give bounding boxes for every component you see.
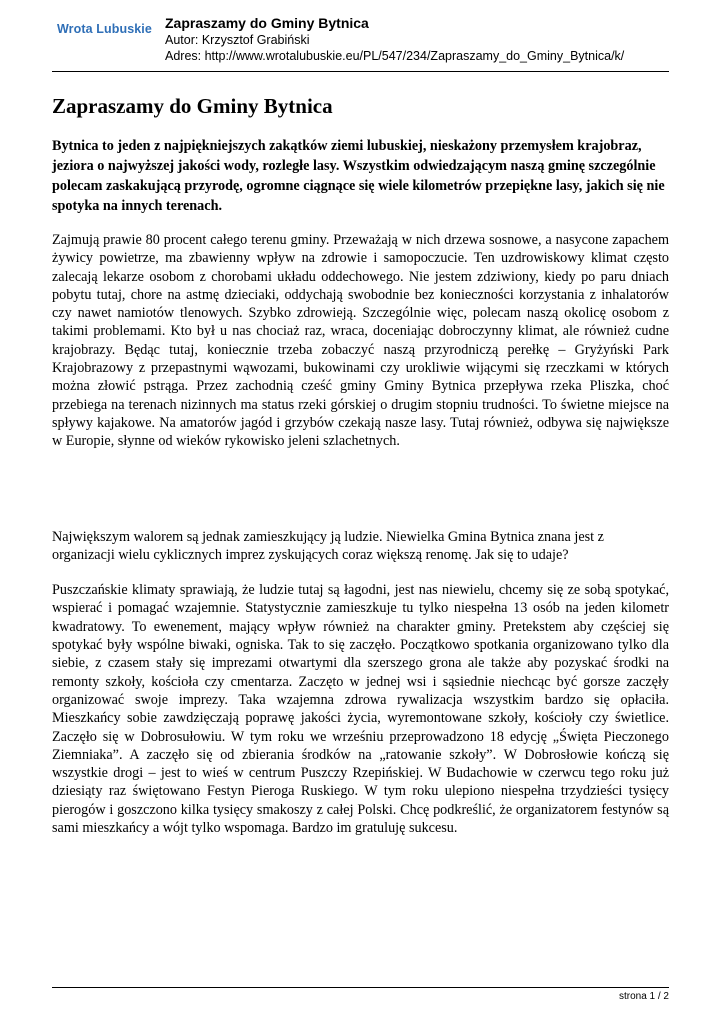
article-paragraph-2: Największym walorem są jednak zamieszkujący ją ludzie. Niewielka Gmina Bytnica znana jest z organizacji wielu cyklicznych imprez zyskujących coraz większą renomę. Jak się to udaje?: [52, 528, 604, 563]
page-title: Zapraszamy do Gminy Bytnica: [52, 94, 333, 118]
wrota-lubuskie-logo[interactable]: Wrota Lubuskie: [57, 22, 152, 36]
page-number: strona 1 / 2: [618, 991, 669, 1002]
article-paragraph-1: Zajmują prawie 80 procent całego terenu gminy. Przeważają w nich drzewa sosnowe, a nasycone zapachem żywicy powietrze, ma zbawienny wpływ na zdrowie i samopoczucie. Ten uzdrowiskowy klimat często zalecają lekarze osobom z chorobami układu oddechowego. Nie jestem zdziwiony, kiedy po paru dniach pobytu tutaj, chore na astmę dzieciaki, oddychają swobodnie bez konieczności korzystania z inhalatorów czy nawet namiotów tlenowych. Szybko zdrowieją. Szczególnie więc, polecam naszą okolicę osobom z takimi problemami. Kto był u nas chociaż raz, wraca, doceniając dobroczynny klimat, ale również cudne krajobrazy. Będąc tutaj, koniecznie trzeba zobaczyć naszą przyrodniczą perełkę – Gryżyński Park Krajobrazowy z przepastnymi wąwozami, bukowinami czy urokliwie wijącymi się rzeczkami w których można złowić pstrąga. Przez zachodnią cześć gminy Gminy Bytnica przepływa rzeka Pliszka, choć przebiega na terenach nizinnych ma status rzeki górskiej o drugim stopniu trudności. To świetne miejsce na spływy kajakowe. Na amatorów jagód i grzybów czekają nasze lasy. Tutaj również, odbywa się największe w Europie, słynne od wieków rykowisko jeleni szlachetnych.: [52, 232, 669, 450]
document-header: [0, 0, 725, 80]
article-content: [52, 93, 669, 837]
meta-address[interactable]: Adres: http://www.wrotalubuskie.eu/PL/547/234/Zapraszamy_do_Gminy_Bytnica/k/: [165, 49, 625, 63]
footer-divider: [52, 987, 669, 988]
meta-author: Autor: Krzysztof Grabiński: [165, 33, 310, 47]
document-meta: [165, 15, 624, 64]
article-lead: Bytnica to jeden z najpiękniejszych zakątków ziemi lubuskiej, nieskażony przemysłem krajobraz, jeziora o najwyższej jakości wody, rozległe lasy. Wszystkim odwiedzającym naszą gminę szczególnie polecam zaskakującą przyrodę, ogromne ciągnące się wiele kilometrów przepiękne lasy, jakich się nie spotyka na innych terenach.: [52, 138, 665, 214]
meta-title: Zapraszamy do Gminy Bytnica: [165, 15, 369, 31]
article-paragraph-3: Puszczańskie klimaty sprawiają, że ludzie tutaj są łagodni, jest nas niewielu, chcemy się ze sobą spotykać, wspierać i pomagać wzajemnie. Statystycznie zamieszkuje tu tylko niespełna 13 osób na jeden kilometr kwadratowy. To ewenement, mający wpływ również na charakter gminy. Pretekstem aby częściej się spotykać były wspólne biwaki, ogniska. Tak to się zaczęło. Początkowo spotkania organizowano tylko dla siebie, z czasem stały się imprezami otwartymi dla szerszego grona ale także aby pozyskać środki na remonty szkoły, kościoła czy cmentarza. Zaczęto w jednej wsi i sąsiednie niechcąc być gorsze zaczęły organizować swoje imprezy. Taka wzajemna zdrowa rywalizacja wszystkim bardzo się opłaciła. Mieszkańcy sobie zawdzięczają poprawę jakości życia, wyremontowane szkoły, kościoły czy świetlice. Zaczęło się w Dobrosułowiu. W tym roku we wrześniu przeprowadzono 18 edycję „Święta Pieczonego Ziemniaka”. A zaczęło się od zbierania środków na „ratowanie szkoły”. W Dobrosłowie kończą się wszystkie drogi – jest to wieś w centrum Puszczy Rzepińskiej. W Budachowie w czerwcu tego roku już dziesiąty raz świętowano Festyn Pieroga Ruskiego. W tym roku ulepiono niespełna trzydzieści tysięcy pierogów i goszczono kilka tysięcy smakoszy z całej Polski. Chcę podkreślić, że organizatorem festynów są sami mieszkańcy a wójt tylko wspomaga. Bardzo im gratuluję sukcesu.: [52, 582, 669, 837]
header-divider: [52, 71, 669, 72]
